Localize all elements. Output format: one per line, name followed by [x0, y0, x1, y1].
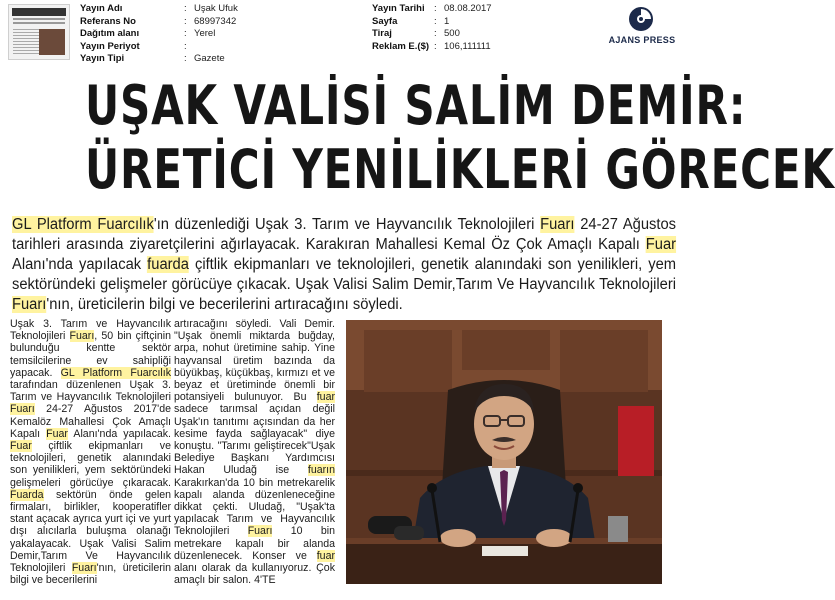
article-headline [85, 74, 835, 202]
portrait-illustration [346, 320, 662, 584]
highlight-keyword: Fuarı [12, 296, 47, 313]
meta-row-type: Yayın Tipi : Gazete [80, 53, 225, 65]
page-thumbnail [8, 4, 70, 60]
meta-row-page: Sayfa : 1 [372, 15, 450, 27]
highlight-keyword: GL Platform Fuarcılık [60, 366, 171, 379]
publication-meta-right [372, 3, 492, 53]
highlight-keyword: Fuarı [71, 562, 97, 575]
lead-text: 'ın düzenlediği Uşak 3. Tarım ve Hayvancılık Teknolojileri [153, 216, 541, 233]
highlight-keyword: fuarda [147, 256, 189, 273]
highlight-keyword: fuar [316, 549, 335, 562]
body-column-2 [174, 318, 335, 586]
highlight-keyword: Fuar [10, 440, 32, 453]
publication-meta-left [80, 3, 238, 66]
meta-row-publication-name: Yayın Adı : Uşak Ufuk [80, 3, 238, 14]
body-text: çiftlik ekipmanları ve teknolojileri, genetik alanındaki son yenilikleri, yem sektöründeki gelişmeleri görücüye çıkaracak. [10, 440, 171, 489]
body-text: 'nın, üreticilerin bilgi ve becerilerini [10, 562, 171, 587]
body-text: sektörün önde gelen firmaları, birlikler, kooperatifler stant açacak ayrıca yurt içi ve yurt dışı alıcılarla buluşma olanağı yakalayacak. Uşak Valisi Salim Demir,Tarım Ve Hayvancılık Teknolojileri [10, 488, 171, 575]
governor-portrait-photo [346, 320, 662, 584]
lead-text: Alanı'nda yapılacak [12, 256, 148, 273]
ajans-press-logo [606, 6, 678, 58]
headline-line-1: UŞAK VALİSİ SALİM DEMİR: [85, 74, 747, 137]
highlight-keyword: Fuarı [540, 216, 575, 233]
highlight-keyword: fuar [316, 391, 335, 404]
ajans-press-logo-icon [628, 6, 654, 32]
lead-text: çiftlik ekipmanları ve teknolojileri, genetik alanındaki son yenilikleri, yem sektöründeki gelişmeler görücüye çıkacak. Uşak Valisi Salim Demir,Tarım Ve Hayvancılık Teknolojileri [12, 256, 677, 293]
meta-row-period: Yayın Periyot : [80, 40, 187, 52]
highlight-keyword: Fuarı [247, 525, 273, 538]
body-text: 10 bin metrekare kapalı bir alanda düzenlenecek. Konser ve [174, 525, 335, 562]
body-text: Alanı'nda yapılacak. [67, 427, 171, 440]
body-text: Karakırkan'da 10 bin metrekarelik kapalı alanda düzenleneceğine dikkat çekti. Uludağ, "Uşak'ta yapılacak Tarım ve Hayvancılık Teknolojileri [174, 476, 335, 538]
meta-row-ad-value: Reklam E.($) : 106,111111 [372, 40, 491, 52]
highlight-keyword: fuarın [307, 464, 335, 477]
body-text: artıracağını söyledi. Vali Demir. "Uşak önemli miktarda buğday, arpa, nohut üretimine sahip. Yine hayvansal üretim bazında da büyükbaş, küçükbaş, kırmızı et ve beyaz et üretiminde önemli bir potansiyeli bulunuyor. Bu [174, 318, 335, 404]
lead-text: 24-27 Ağustos tarihleri arasında ziyaretçilerini ağırlayacak. Karakıran Mahallesi Kemal Öz Çok Amaçlı Kapalı [12, 216, 677, 253]
body-text: , 50 bin çiftçinin bulunduğu kentte sektör temsilcilerine ev sahipliği yapacak. [10, 330, 171, 379]
headline-line-2: ÜRETİCİ YENİLİKLERİ GÖRECEK [85, 138, 835, 201]
body-text: Uşak 3. Tarım ve Hayvancılık Teknolojileri [10, 318, 171, 343]
body-text: 24-27 Ağustos 2017'de Kemalöz Mahallesi Çok Amaçlı Kapalı [10, 403, 171, 440]
meta-row-circulation: Tiraj : 500 [372, 28, 460, 40]
clipping-header [0, 0, 688, 65]
ajans-press-logo-text: AJANS PRESS [608, 35, 676, 45]
body-text: tarafından düzenlenen Uşak 3. Tarım ve Hayvancılık Teknolojileri [10, 379, 171, 404]
meta-row-reference-no: Referans No : 68997342 [80, 15, 237, 27]
highlight-keyword: Fuar [46, 427, 68, 440]
body-column-1 [10, 318, 171, 586]
highlight-keyword: GL Platform Fuarcılık [12, 216, 154, 233]
body-text: alanı olarak da kullanıyoruz. Çok amaçlı bir salon. 4'TE [174, 562, 335, 587]
highlight-keyword: Fuarı [10, 403, 35, 416]
highlight-keyword: Fuar [645, 236, 677, 253]
body-text: sadece tarımsal açıdan değil Uşak'ın tanıtımı açısından da her kesime fayda sağlayacak" diye konuştu. "Tarımı geliştirecek"Uşak Belediye Başkanı Yardımcısı Hakan Uludağ ise [174, 403, 335, 477]
meta-row-date: Yayın Tarihi : 08.08.2017 [372, 3, 492, 14]
lead-text: 'nın, üreticilerin bilgi ve becerilerini artıracağını söyledi. [46, 296, 403, 313]
article-lead [12, 215, 676, 315]
highlight-keyword: Fuarı [69, 330, 95, 343]
meta-row-distribution: Dağıtım alanı : Yerel [80, 28, 216, 40]
highlight-keyword: Fuarda [10, 488, 44, 501]
